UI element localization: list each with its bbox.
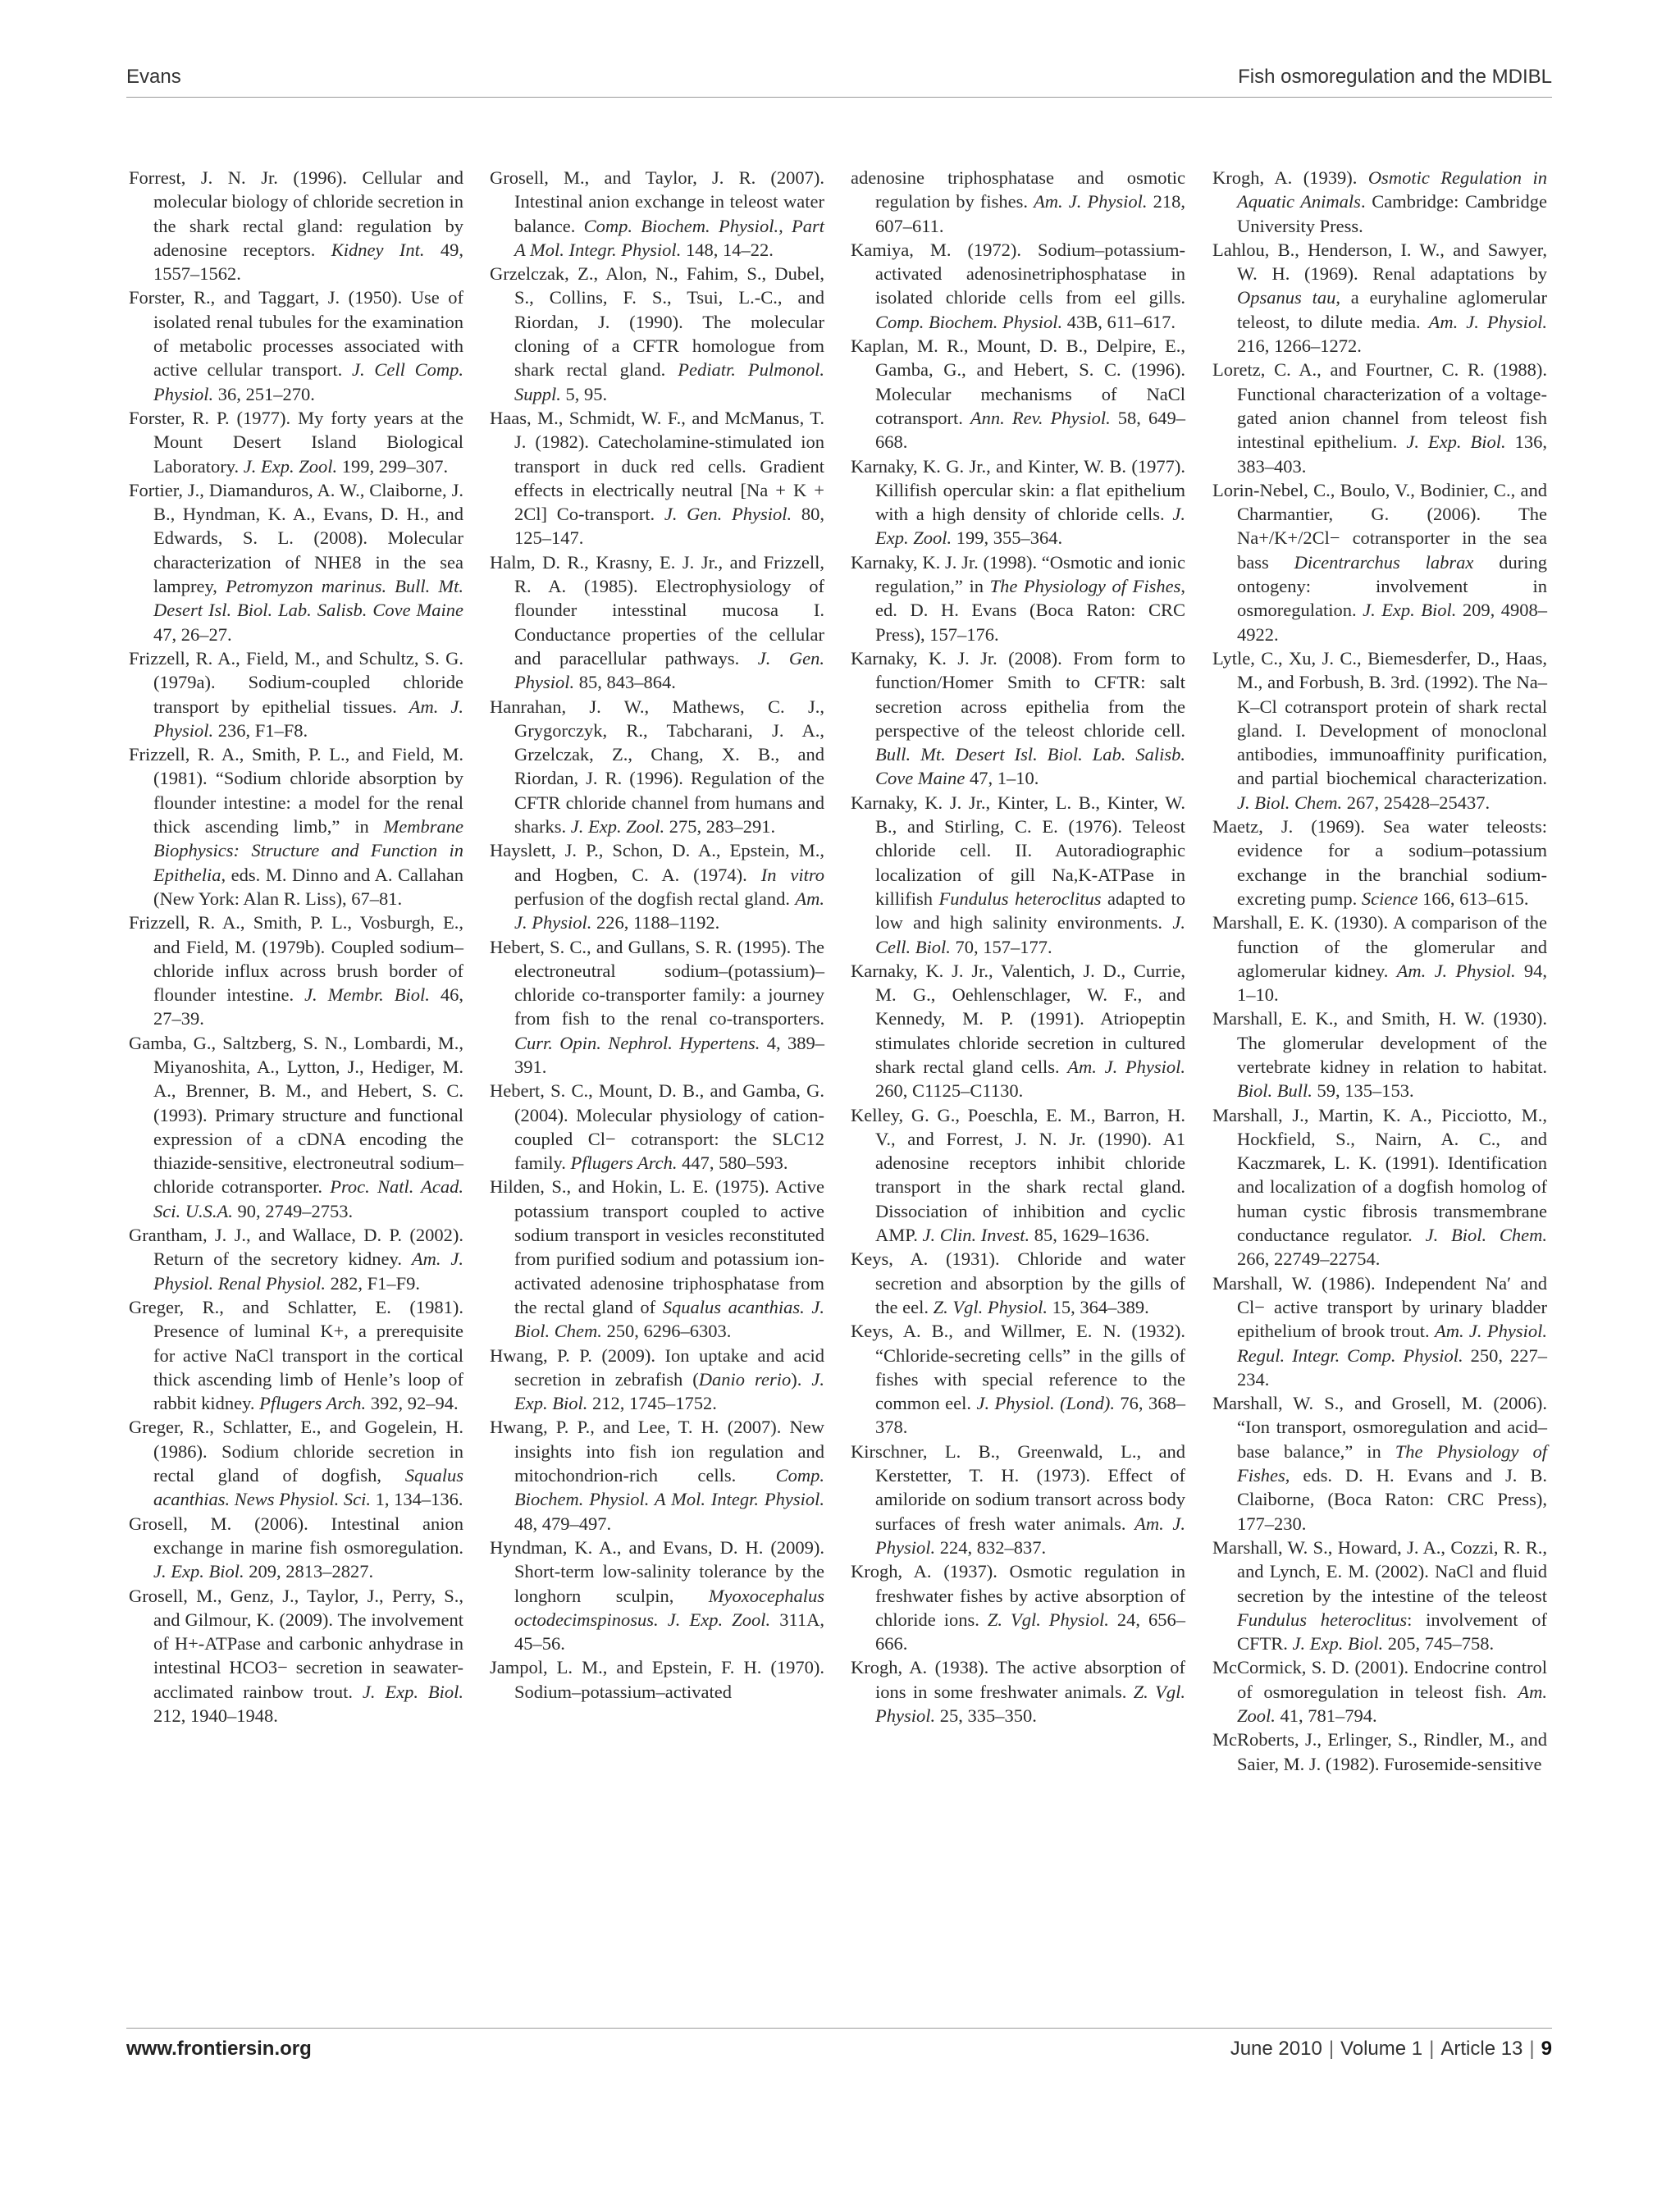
reference-entry	[851, 1319, 1185, 1439]
reference-text: during ontogeny: involvement in osmoregulation.	[1237, 551, 1548, 621]
reference-entry	[490, 262, 824, 406]
reference-text: Grzelczak, Z., Alon, N., Fahim, S., Dubel, S., Collins, F. S., Tsui, L.-C., and Riordan, J. (1990). The molecular cloning of a CFTR homologue from shark rectal gland.	[490, 263, 824, 381]
reference-text: Karnaky, K. J. Jr., Kinter, L. B., Kinter, W. B., and Stirling, C. E. (1976). Teleost chloride cell. II. Autoradiographic localization of gill Na,K-ATPase in killifish	[851, 792, 1185, 909]
reference-entry	[851, 646, 1185, 791]
footer-citation	[1230, 2033, 1552, 2065]
running-header-title: Fish osmoregulation and the MDIBL	[1238, 66, 1552, 88]
reference-italic-text: Fundulus heteroclitus	[1237, 1609, 1408, 1630]
reference-italic-text: J. Cell Comp. Physiol.	[153, 359, 463, 404]
reference-text: Marshall, W. S., and Grosell, M. (2006). “Ion transport, osmoregulation and acid–base balance,” in	[1212, 1393, 1547, 1462]
reference-text: Gamba, G., Saltzberg, S. N., Lombardi, M., Miyanoshita, A., Lytton, J., Hediger, M. A., Brenner, B. M., and Hebert, S. C. (1993). Primary structure and functional expression of a cDNA encoding the thiazide-sensitive, electroneutral sodium–chloride cotransporter.	[129, 1032, 463, 1198]
reference-italic-text: Bull. Mt. Desert Isl. Biol. Lab. Salisb. Cove Maine	[875, 744, 1185, 789]
footer-separator: |	[1328, 2038, 1335, 2060]
reference-text: Lahlou, B., Henderson, I. W., and Sawyer, W. H. (1969). Renal adaptations by	[1212, 239, 1547, 285]
reference-text: Karnaky, K. J. Jr., Valentich, J. D., Currie, M. G., Oehlenschlager, W. F., and Kennedy, M. P. (1991). Atriopeptin stimulates chloride secretion in cultured shark rectal gland cells.	[851, 960, 1185, 1077]
reference-text: 267, 25428–25437.	[1342, 792, 1491, 813]
reference-text: 58, 649–668.	[875, 407, 1186, 453]
reference-text: adenosine triphosphatase and osmotic regulation by fishes.	[851, 167, 1185, 212]
reference-italic-text: Membrane Biophysics: Structure and Function in Epithelia	[153, 816, 463, 885]
reference-text: perfusion of the dogfish rectal gland.	[514, 888, 796, 909]
reference-column-1	[129, 166, 463, 1728]
reference-text: Kirschner, L. B., Greenwald, L., and Kerstetter, T. H. (1973). Effect of amiloride on sodium transort across body surfaces of fresh water animals.	[851, 1440, 1185, 1534]
reference-text: 282, F1–F9.	[325, 1272, 420, 1294]
reference-entry	[490, 550, 824, 695]
reference-italic-text: Danio rerio	[698, 1368, 792, 1390]
reference-text: 275, 283–291.	[664, 816, 776, 838]
reference-text: Greger, R., Schlatter, E., and Gogelein, H. (1986). Sodium chloride secretion in rectal gland of dogfish,	[129, 1417, 463, 1486]
reference-text: Grosell, M., Genz, J., Taylor, J., Perry, S., and Gilmour, K. (2009). The involvement of H+-ATPase and carbonic anhydrase in intestinal HCO3− secretion in seawater-acclimated rainbow trout.	[129, 1585, 463, 1702]
reference-italic-text: Squalus acanthias. J. Biol. Chem.	[514, 1296, 824, 1342]
reference-italic-text: Pflugers Arch.	[570, 1152, 678, 1174]
reference-italic-text: J. Biol. Chem.	[1425, 1225, 1547, 1246]
reference-entry	[851, 334, 1185, 454]
reference-italic-text: Comp. Biochem. Physiol.	[875, 311, 1063, 332]
reference-entry	[851, 791, 1185, 959]
reference-text: Marshall, W. S., Howard, J. A., Cozzi, R. R., and Lynch, E. M. (2002). NaCl and fluid secretion by the intestine of the teleost	[1212, 1536, 1547, 1606]
reference-text: , a euryhaline aglomerular teleost, to dilute media.	[1237, 287, 1548, 332]
reference-italic-text: Am. J. Physiol.	[1396, 960, 1516, 981]
reference-text: Forster, R., and Taggart, J. (1950). Use of isolated renal tubules for the examination of metabolic processes associated with active cellular transport.	[129, 287, 463, 381]
reference-entry	[490, 1536, 824, 1655]
reference-text: 5, 95.	[560, 383, 608, 404]
reference-text: 94, 1–10.	[1237, 960, 1548, 1006]
reference-text: 15, 364–389.	[1047, 1296, 1149, 1317]
reference-entry	[129, 1295, 463, 1415]
reference-italic-text: Am. Zool.	[1237, 1681, 1547, 1726]
reference-text: 48, 479–497.	[514, 1513, 612, 1534]
reference-text: Lytle, C., Xu, J. C., Biemesderfer, D., Haas, M., and Forbush, B. 3rd. (1992). The Na–K–Cl cotransport protein of shark rectal gland. I. Development of monoclonal antibodies, immunoaffinity purification, and partial biochemical characterization.	[1212, 647, 1547, 789]
reference-entry	[1212, 1728, 1547, 1776]
reference-italic-text: Dicentrarchus labrax	[1294, 551, 1474, 573]
reference-entry	[490, 1079, 824, 1175]
reference-text: Kaplan, M. R., Mount, D. B., Delpire, E., Gamba, G., and Hebert, S. C. (1996). Molecular mechanisms of NaCl cotransport.	[851, 335, 1185, 428]
reference-text: 1, 134–136.	[370, 1489, 463, 1510]
reference-italic-text: Z. Vgl. Physiol.	[875, 1681, 1185, 1726]
reference-text: 148, 14–22.	[681, 239, 774, 260]
reference-text: Kelley, G. G., Poeschla, E. M., Barron, H. V., and Forrest, J. N. Jr. (1990). A1 adenosine receptors inhibit chloride transport in the shark rectal gland. Dissociation of inhibition and cyclic AMP.	[851, 1104, 1185, 1246]
reference-italic-text: Curr. Opin. Nephrol. Hypertens.	[514, 1032, 760, 1053]
reference-text: 59, 135–153.	[1312, 1080, 1414, 1102]
reference-text: Keys, A. (1931). Chloride and water secretion and absorption by the gills of the eel.	[851, 1248, 1185, 1317]
reference-italic-text: Proc. Natl. Acad. Sci. U.S.A.	[153, 1176, 463, 1221]
reference-text: 36, 251–270.	[213, 383, 315, 404]
reference-text: 25, 335–350.	[935, 1705, 1037, 1726]
reference-italic-text: Science	[1361, 888, 1418, 909]
reference-entry	[1212, 1391, 1547, 1536]
reference-entry	[1212, 1006, 1547, 1102]
reference-italic-text: Am. J. Physiol. Renal Physiol.	[153, 1248, 463, 1294]
reference-italic-text: J. Cell. Biol.	[875, 912, 1185, 957]
reference-italic-text: Pflugers Arch.	[259, 1393, 367, 1414]
reference-text: Hayslett, J. P., Schon, D. A., Epstein, M., and Hogben, C. A. (1974).	[490, 840, 824, 885]
reference-text: 209, 2813–2827.	[244, 1561, 374, 1582]
reference-italic-text: Fundulus heteroclitus	[938, 888, 1102, 909]
reference-text: , eds. D. H. Evans and J. B. Claiborne, (Boca Raton: CRC Press), 177–230.	[1237, 1465, 1547, 1534]
footer-separator: |	[1529, 2038, 1535, 2060]
reference-text: ).	[791, 1368, 812, 1390]
reference-italic-text: The Physiology of Fishes	[989, 576, 1181, 597]
reference-text: 224, 832–837.	[935, 1536, 1047, 1558]
reference-text: Halm, D. R., Krasny, E. J. Jr., and Frizzell, R. A. (1985). Electrophysiology of flounder intesstinal mucosa I. Conductance properties of the cellular and paracellular pathways.	[490, 551, 824, 669]
reference-entry	[129, 1031, 463, 1223]
reference-entry	[1212, 1655, 1547, 1728]
reference-text: 236, F1–F8.	[213, 719, 308, 741]
reference-text: Loretz, C. A., and Fourtner, C. R. (1988). Functional characterization of a voltage-gated anion channel from teleost fish intestinal epithelium.	[1212, 359, 1547, 453]
reference-entry	[851, 1440, 1185, 1559]
reference-text: 47, 26–27.	[153, 623, 232, 645]
reference-italic-text: Am. J. Physiol.	[1067, 1056, 1185, 1077]
reference-text: 70, 157–177.	[950, 936, 1052, 957]
reference-text: 250, 6296–6303.	[601, 1321, 732, 1342]
reference-text: Forster, R. P. (1977). My forty years at the Mount Desert Island Biological Laboratory.	[129, 407, 463, 477]
reference-entry	[851, 1559, 1185, 1655]
reference-italic-text: Comp. Biochem. Physiol., Part A Mol. Integr. Physiol.	[514, 215, 824, 260]
reference-text: , ed. D. H. Evans (Boca Raton: CRC Press), 157–176.	[875, 576, 1185, 645]
reference-text: Hilden, S., and Hokin, L. E. (1975). Active potassium transport coupled to active sodium transport in vesicles reconstituted from purified sodium and potassium ion-activated adenosine triphosphatase from the rectal gland of	[490, 1176, 824, 1317]
reference-text: 209, 4908–4922.	[1237, 600, 1547, 645]
reference-text: : involvement of CFTR.	[1237, 1609, 1547, 1655]
reference-italic-text: Squalus acanthias. News Physiol. Sci.	[153, 1465, 463, 1510]
reference-italic-text: Biol. Bull.	[1237, 1080, 1312, 1102]
reference-entry	[1212, 166, 1547, 238]
reference-text: 218, 607–611.	[875, 191, 1186, 236]
reference-italic-text: J. Exp. Zool.	[875, 504, 1185, 549]
reference-text: 212, 1745–1752.	[587, 1393, 717, 1414]
reference-entry	[1212, 1103, 1547, 1271]
reference-text: 250, 227–234.	[1237, 1344, 1547, 1390]
reference-text: 199, 355–364.	[952, 527, 1063, 549]
reference-text: Grantham, J. J., and Wallace, D. P. (2002). Return of the secretory kidney.	[129, 1225, 463, 1270]
reference-italic-text: J. Exp. Biol.	[1406, 431, 1506, 453]
reference-text: Marshall, E. K. (1930). A comparison of the function of the glomerular and aglomerular kidney.	[1212, 912, 1547, 981]
footer-article: Article 13	[1440, 2038, 1523, 2060]
reference-text: Keys, A. B., and Willmer, E. N. (1932). “Chloride-secreting cells” in the gills of fishes with special reference to the common eel.	[851, 1321, 1185, 1414]
reference-text: Kamiya, M. (1972). Sodium–potassium-activated adenosinetriphosphatase in isolated chloride cells from eel gills.	[851, 239, 1185, 308]
reference-entry	[1212, 358, 1547, 477]
reference-italic-text: J. Exp. Biol.	[514, 1368, 824, 1414]
page-number: 9	[1541, 2038, 1552, 2060]
reference-italic-text: Myoxocephalus octodecimspinosus. J. Exp. Zool.	[514, 1585, 824, 1630]
reference-entry	[851, 1103, 1185, 1248]
reference-column-4	[1212, 166, 1547, 1776]
reference-italic-text: Comp. Biochem. Physiol. A Mol. Integr. Physiol.	[514, 1465, 824, 1510]
reference-italic-text: J. Gen. Physiol.	[664, 504, 792, 525]
reference-text: adapted to low and high salinity environments.	[875, 888, 1185, 933]
reference-italic-text: Am. J. Physiol.	[1428, 311, 1547, 332]
reference-entry	[490, 166, 824, 262]
reference-text: Karnaky, K. J. Jr. (1998). “Osmotic and ionic regulation,” in	[851, 551, 1185, 597]
reference-text: Marshall, E. K., and Smith, H. W. (1930). The glomerular development of the vertebrate kidney in relation to habitat.	[1212, 1008, 1547, 1077]
reference-italic-text: Am. J. Physiol. Regul. Integr. Comp. Physiol.	[1237, 1321, 1547, 1366]
reference-entry	[851, 550, 1185, 646]
reference-italic-text: J. Exp. Biol.	[1292, 1633, 1384, 1655]
reference-entry	[129, 1584, 463, 1728]
reference-entry	[490, 1655, 824, 1704]
reference-italic-text: J. Biol. Chem.	[1237, 792, 1343, 813]
reference-text: 199, 299–307.	[337, 455, 449, 477]
reference-text: 41, 781–794.	[1275, 1705, 1377, 1726]
reference-entry	[490, 406, 824, 550]
reference-entry	[1212, 1536, 1547, 1655]
reference-text: Forrest, J. N. Jr. (1996). Cellular and molecular biology of chloride secretion in the shark rectal gland: regulation by adenosine receptors.	[129, 167, 464, 260]
reference-entry	[1212, 478, 1547, 646]
reference-text: 260, C1125–C1130.	[875, 1080, 1024, 1102]
running-header-author: Evans	[126, 66, 181, 88]
reference-text: Jampol, L. M., and Epstein, F. H. (1970). Sodium–potassium–activated	[490, 1657, 824, 1702]
reference-text: 85, 1629–1636.	[1029, 1225, 1150, 1246]
reference-entry	[129, 1223, 463, 1295]
reference-text: Lorin-Nebel, C., Boulo, V., Bodinier, C., and Charmantier, G. (2006). The Na+/K+/2Cl− cotransporter in the sea bass	[1212, 479, 1547, 573]
reference-entry	[490, 935, 824, 1079]
reference-text: Marshall, W. (1986). Independent Na′ and Cl− active transport by urinary bladder epithelium of brook trout.	[1212, 1272, 1547, 1342]
reference-italic-text: Am. J. Physiol.	[1034, 191, 1148, 212]
reference-entry	[851, 166, 1185, 238]
reference-text: 46, 27–39.	[153, 984, 463, 1029]
reference-text: 311A, 45–56.	[514, 1609, 824, 1655]
reference-entry	[129, 406, 463, 478]
reference-italic-text: J. Gen. Physiol.	[514, 647, 824, 693]
reference-text: McCormick, S. D. (2001). Endocrine control of osmoregulation in teleost fish.	[1212, 1657, 1547, 1702]
footer-separator: |	[1429, 2038, 1435, 2060]
reference-italic-text: J. Exp. Biol.	[153, 1561, 244, 1582]
reference-text: Grosell, M. (2006). Intestinal anion exchange in marine fish osmoregulation.	[129, 1513, 463, 1558]
reference-text: Frizzell, R. A., Smith, P. L., and Field, M. (1981). “Sodium chloride absorption by flounder intestine: a model for the renal thick ascending limb,” in	[129, 744, 463, 838]
reference-italic-text: J. Exp. Biol.	[1363, 600, 1457, 621]
reference-text: 24, 656–666.	[875, 1609, 1186, 1655]
reference-entry	[490, 1344, 824, 1416]
reference-text: 76, 368–378.	[875, 1393, 1185, 1438]
reference-text: 136, 383–403.	[1237, 431, 1548, 477]
reference-text: Frizzell, R. A., Field, M., and Schultz, S. G. (1979a). Sodium-coupled chloride transport by epithelial tissues.	[129, 647, 463, 717]
reference-text: Hanrahan, J. W., Mathews, C. J., Grygorczyk, R., Tabcharani, J. A., Grzelczak, Z., Chang, X. B., and Riordan, J. R. (1996). Regulation of the CFTR chloride channel from humans and sharks.	[490, 696, 824, 838]
reference-entry	[490, 1415, 824, 1535]
reference-column-2	[490, 166, 824, 1704]
reference-entry	[1212, 911, 1547, 1006]
reference-entry	[851, 454, 1185, 550]
reference-text: 205, 745–758.	[1383, 1633, 1495, 1655]
reference-text: Hebert, S. C., and Gullans, S. R. (1995). The electroneutral sodium–(potassium)–chloride co-transporter family: a journey from fish to the renal co-transporters.	[490, 936, 824, 1029]
reference-italic-text: Pediatr. Pulmonol. Suppl.	[514, 359, 824, 404]
reference-text: Maetz, J. (1969). Sea water teleosts: evidence for a sodium–potassium exchange in the branchial sodium-excreting pump.	[1212, 816, 1547, 909]
header-rule	[126, 97, 1552, 98]
reference-text: Fortier, J., Diamanduros, A. W., Claiborne, J. B., Hyndman, K. A., Evans, D. H., and Edwards, S. L. (2008). Molecular characterization of NHE8 in the sea lamprey,	[129, 479, 463, 597]
reference-italic-text: Ann. Rev. Physiol.	[970, 407, 1111, 428]
reference-text: McRoberts, J., Erlinger, S., Rindler, M., and Saier, M. J. (1982). Furosemide-sensitive	[1212, 1729, 1547, 1774]
reference-entry	[129, 1415, 463, 1511]
reference-italic-text: Petromyzon marinus. Bull. Mt. Desert Isl. Biol. Lab. Salisb. Cove Maine	[153, 576, 463, 621]
reference-entry	[129, 285, 463, 405]
footer-rule	[126, 2028, 1552, 2029]
reference-italic-text: Z. Vgl. Physiol.	[933, 1296, 1048, 1317]
reference-text: 85, 843–864.	[574, 672, 676, 693]
reference-italic-text: In vitro	[760, 864, 824, 885]
reference-entry	[129, 911, 463, 1030]
reference-text: Hebert, S. C., Mount, D. B., and Gamba, G. (2004). Molecular physiology of cation-coupled Cl− cotransport: the SLC12 family.	[490, 1080, 824, 1174]
reference-italic-text: Kidney Int.	[331, 239, 425, 260]
reference-italic-text: Am. J. Physiol.	[875, 1513, 1185, 1558]
reference-text: 4, 389–391.	[514, 1032, 824, 1077]
reference-text: Krogh, A. (1937). Osmotic regulation in freshwater fishes by active absorption of chloride ions.	[851, 1561, 1185, 1630]
reference-italic-text: Am. J. Physiol.	[514, 888, 824, 933]
reference-text: Hyndman, K. A., and Evans, D. H. (2009). Short-term low-salinity tolerance by the longhorn sculpin,	[490, 1536, 824, 1606]
reference-text: 447, 580–593.	[677, 1152, 788, 1174]
reference-text: 80, 125–147.	[514, 504, 824, 549]
reference-text: 216, 1266–1272.	[1237, 335, 1362, 357]
reference-entry	[1212, 1271, 1547, 1391]
reference-text: . Cambridge: Cambridge University Press.	[1237, 191, 1548, 236]
reference-text: 166, 613–615.	[1418, 888, 1529, 909]
reference-italic-text: Am. J. Physiol.	[153, 696, 463, 741]
reference-entry	[129, 646, 463, 742]
reference-text: Haas, M., Schmidt, W. F., and McManus, T. J. (1982). Catecholamine-stimulated ion transport in duck red cells. Gradient effects in electrically neutral [Na + K + 2Cl] Co-transport.	[490, 407, 824, 525]
reference-italic-text: Osmotic Regulation in Aquatic Animals	[1237, 167, 1548, 212]
reference-column-3	[851, 166, 1185, 1728]
reference-text: 212, 1940–1948.	[153, 1705, 278, 1726]
reference-text: Karnaky, K. J. Jr. (2008). From form to function/Homer Smith to CFTR: salt secretion across epithelia from the perspective of the teleost chloride cell.	[851, 647, 1185, 741]
reference-text: 266, 22749–22754.	[1237, 1248, 1381, 1270]
reference-italic-text: J. Exp. Zool.	[243, 455, 338, 477]
reference-text: Grosell, M., and Taylor, J. R. (2007). Intestinal anion exchange in teleost water balance.	[490, 167, 824, 236]
reference-italic-text: J. Physiol. (Lond).	[976, 1393, 1115, 1414]
reference-italic-text: Z. Vgl. Physiol.	[987, 1609, 1109, 1630]
footer-volume: Volume 1	[1340, 2038, 1423, 2060]
reference-text: Krogh, A. (1938). The active absorption of ions in some freshwater animals.	[851, 1657, 1185, 1702]
reference-text: 90, 2749–2753.	[232, 1200, 354, 1221]
reference-entry	[851, 1655, 1185, 1728]
reference-entry	[851, 959, 1185, 1103]
reference-text: , eds. M. Dinno and A. Callahan (New York: Alan R. Liss), 67–81.	[153, 864, 463, 909]
reference-text: Krogh, A. (1939).	[1212, 167, 1368, 188]
reference-text: Frizzell, R. A., Smith, P. L., Vosburgh, E., and Field, M. (1979b). Coupled sodium–chloride influx across brush border of flounder intestine.	[129, 912, 463, 1006]
reference-text: 392, 92–94.	[366, 1393, 459, 1414]
reference-italic-text: J. Membr. Biol.	[304, 984, 430, 1006]
reference-italic-text: J. Clin. Invest.	[922, 1225, 1030, 1246]
reference-text: 43B, 611–617.	[1062, 311, 1176, 332]
reference-entry	[1212, 238, 1547, 358]
reference-entry	[851, 238, 1185, 334]
reference-entry	[851, 1247, 1185, 1319]
footer-date: June 2010	[1230, 2038, 1322, 2060]
reference-entry	[490, 1175, 824, 1343]
reference-entry	[1212, 815, 1547, 911]
reference-entry	[490, 695, 824, 839]
reference-text: 226, 1188–1192.	[591, 912, 720, 933]
reference-text: 49, 1557–1562.	[153, 239, 463, 285]
reference-text: Greger, R., and Schlatter, E. (1981). Presence of luminal K+, a prerequisite for active NaCl transport in the cortical thick ascending limb of Henle’s loop of rabbit kidney.	[129, 1296, 463, 1414]
reference-entry	[490, 838, 824, 934]
journal-url-link[interactable]: www.frontiersin.org	[126, 2038, 312, 2060]
reference-text: 47, 1–10.	[965, 768, 1039, 789]
reference-text: Hwang, P. P. (2009). Ion uptake and acid secretion in zebrafish (	[490, 1344, 824, 1390]
reference-italic-text: Opsanus tau	[1237, 287, 1336, 308]
reference-text: Hwang, P. P., and Lee, T. H. (2007). New insights into fish ion regulation and mitochondrion-rich cells.	[490, 1417, 824, 1486]
reference-italic-text: J. Exp. Zool.	[570, 816, 665, 838]
reference-entry	[1212, 646, 1547, 815]
reference-text: Marshall, J., Martin, K. A., Picciotto, M., Hockfield, S., Nairn, A. C., and Kaczmarek, L. K. (1991). Identification and localization of a dogfish homolog of human cystic fibrosis transmembrane conductance regulator.	[1212, 1104, 1547, 1246]
reference-entry	[129, 166, 463, 285]
reference-text: Karnaky, K. G. Jr., and Kinter, W. B. (1977). Killifish opercular skin: a flat epithelium with a high density of chloride cells.	[851, 455, 1185, 525]
reference-entry	[129, 1512, 463, 1584]
reference-entry	[129, 478, 463, 646]
reference-entry	[129, 742, 463, 911]
reference-italic-text: The Physiology of Fishes	[1237, 1440, 1547, 1486]
reference-italic-text: J. Exp. Biol.	[362, 1681, 463, 1702]
